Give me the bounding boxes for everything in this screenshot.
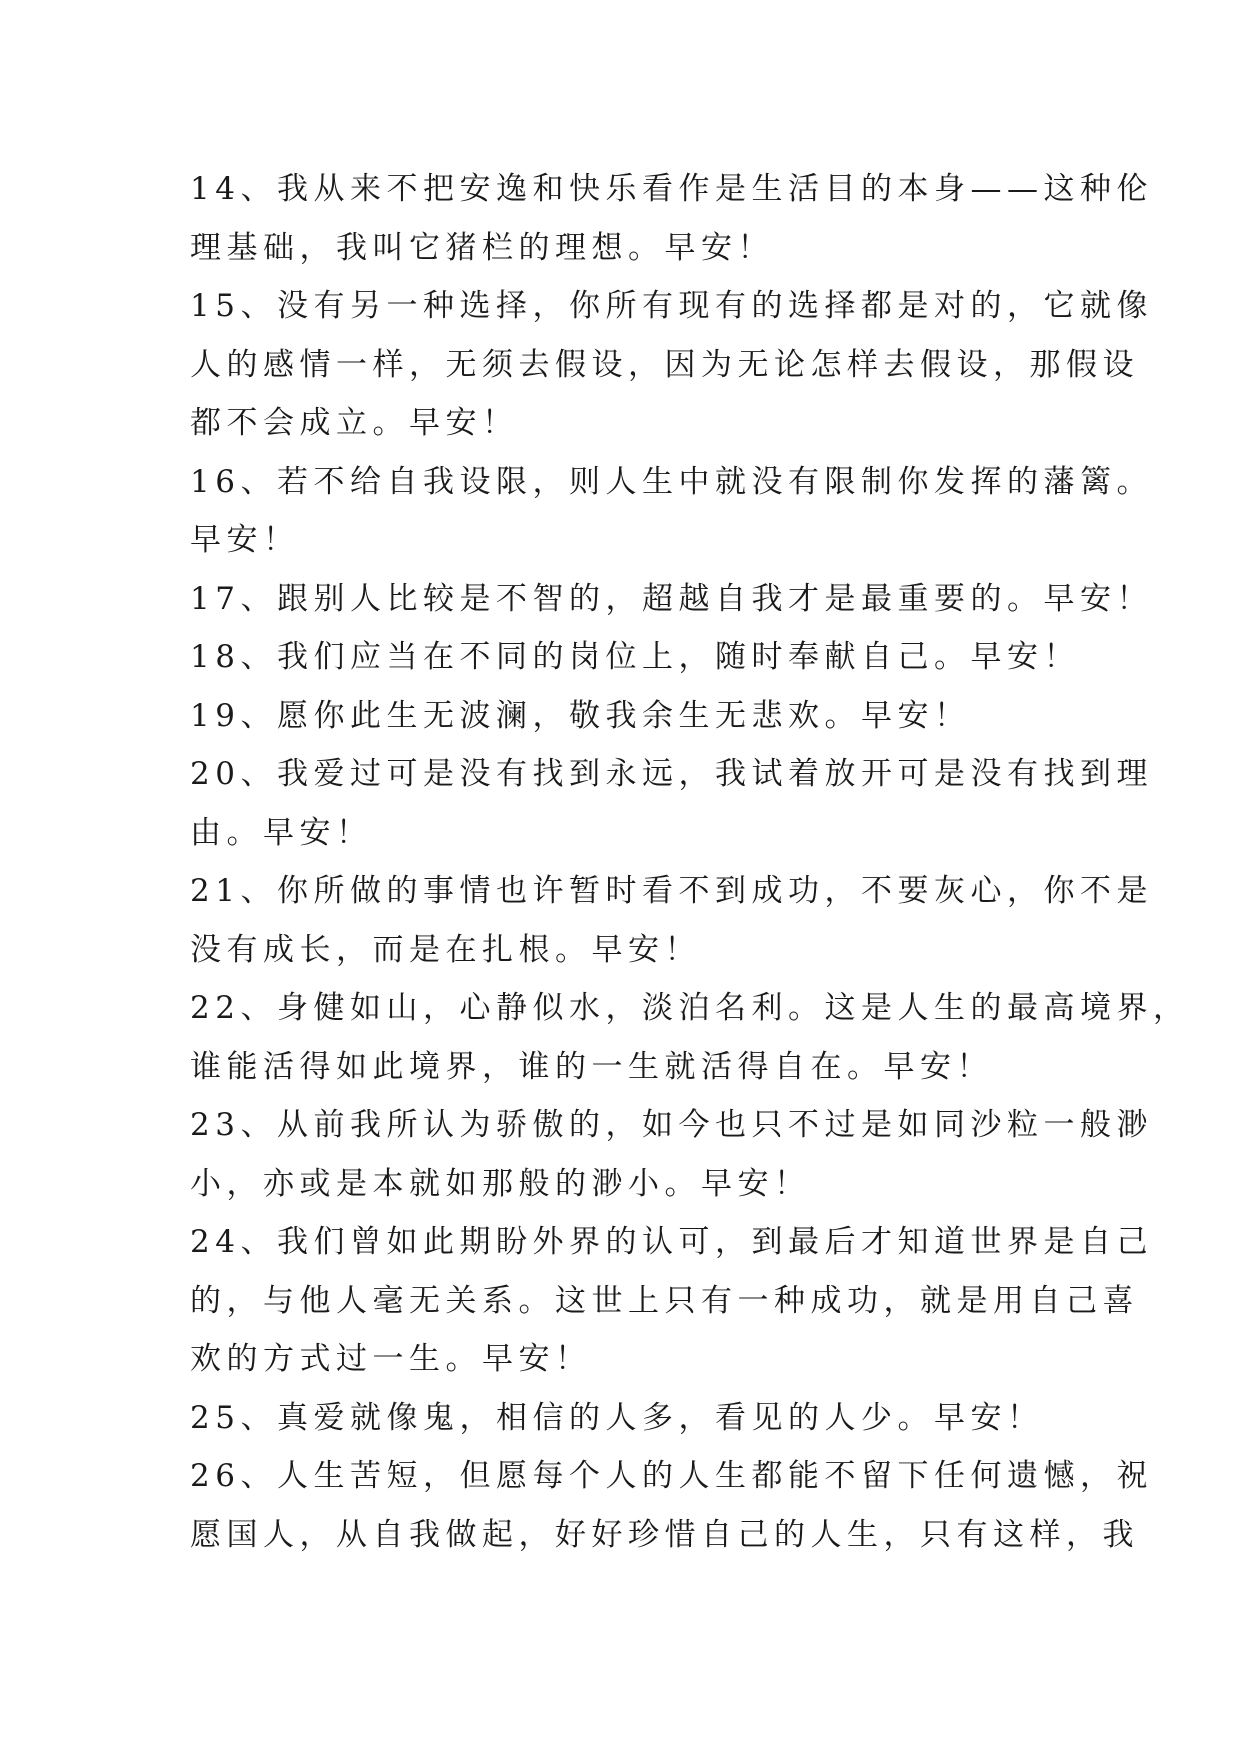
text-line: 都不会成立。早安！ bbox=[190, 405, 519, 441]
text-line: 17、跟别人比较是不智的，超越自我才是最重要的。早安！ bbox=[190, 580, 1153, 617]
text-line: 16、若不给自我设限，则人生中就没有限制你发挥的藩篱。 bbox=[190, 463, 1153, 500]
text-line: 22、身健如山，心静似水，淡泊名利。这是人生的最高境界， bbox=[190, 990, 1190, 1026]
text-line: 18、我们应当在不同的岗位上，随时奉献自己。早安！ bbox=[190, 639, 1080, 675]
text-line: 14、我从来不把安逸和快乐看作是生活目的本身——这种伦 bbox=[190, 171, 1153, 207]
text-line: 15、没有另一种选择，你所有现有的选择都是对的，它就像 bbox=[190, 288, 1153, 324]
text-line: 人的感情一样，无须去假设，因为无论怎样去假设，那假设 bbox=[190, 346, 1139, 383]
text-line: 没有成长，而是在扎根。早安！ bbox=[190, 931, 701, 968]
text-line: 理基础，我叫它猪栏的理想。早安！ bbox=[190, 229, 774, 266]
text-line: 的，与他人毫无关系。这世上只有一种成功，就是用自己喜 bbox=[190, 1282, 1139, 1319]
text-line: 由。早安！ bbox=[190, 814, 373, 851]
text-line: 小，亦或是本就如那般的渺小。早安！ bbox=[190, 1165, 811, 1202]
text-line: 早安！ bbox=[190, 522, 300, 558]
text-line: 24、我们曾如此期盼外界的认可，到最后才知道世界是自己 bbox=[190, 1224, 1153, 1260]
text-line: 20、我爱过可是没有找到永远，我试着放开可是没有找到理 bbox=[190, 756, 1153, 792]
text-line: 谁能活得如此境界，谁的一生就活得自在。早安！ bbox=[190, 1048, 993, 1085]
text-line: 愿国人，从自我做起，好好珍惜自己的人生，只有这样，我 bbox=[190, 1516, 1139, 1553]
text-line: 21、你所做的事情也许暂时看不到成功，不要灰心，你不是 bbox=[190, 873, 1153, 909]
text-line: 19、愿你此生无波澜，敬我余生无悲欢。早安！ bbox=[190, 697, 971, 734]
text-line: 26、人生苦短，但愿每个人的人生都能不留下任何遗憾，祝 bbox=[190, 1458, 1153, 1494]
text-line: 欢的方式过一生。早安！ bbox=[190, 1341, 592, 1377]
text-line: 25、真爱就像鬼，相信的人多，看见的人少。早安！ bbox=[190, 1399, 1044, 1436]
document-body bbox=[190, 160, 1190, 1564]
text-line: 23、从前我所认为骄傲的，如今也只不过是如同沙粒一般渺 bbox=[190, 1107, 1153, 1143]
